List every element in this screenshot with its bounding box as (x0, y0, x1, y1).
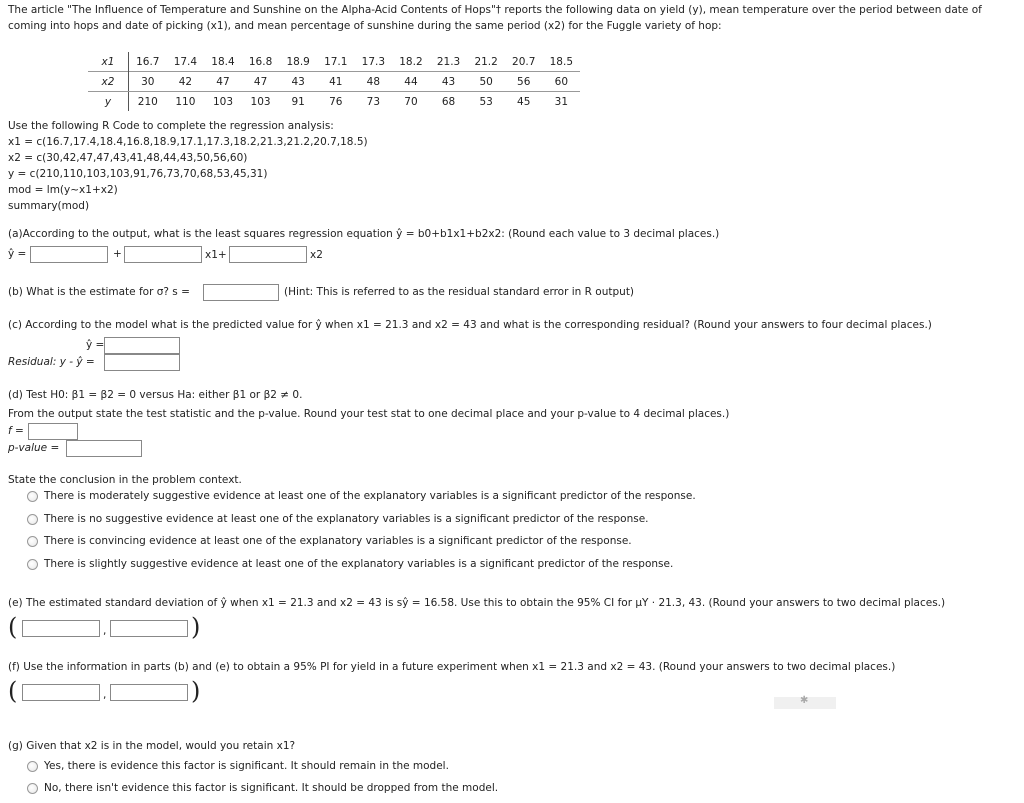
code-line: x1 = c(16.7,17.4,18.4,16.8,18.9,17.1,17.3,18.2,21.3,21.2,20.7,18.5) (8, 136, 368, 148)
b1-input[interactable] (124, 246, 202, 263)
code-intro: Use the following R Code to complete the regression analysis: (8, 120, 334, 132)
table-cell: 56 (505, 72, 543, 92)
table-cell: 16.7 (136, 55, 160, 68)
table-cell: 41 (317, 72, 355, 92)
retain-yes-radio[interactable] (27, 761, 38, 772)
conclusion-radio-4[interactable] (27, 559, 38, 570)
part-d-question: (d) Test H0: β1 = β2 = 0 versus Ha: either β1 or β2 ≠ 0. (8, 389, 303, 401)
table-cell: 43 (430, 72, 468, 92)
table-cell: 50 (467, 72, 505, 92)
table-cell: 70 (404, 95, 418, 108)
table-cell: 53 (479, 95, 493, 108)
table-cell: 60 (543, 72, 581, 92)
table-cell: 20.7 (512, 55, 536, 68)
b2-input[interactable] (229, 246, 307, 263)
table-cell: 47 (242, 72, 280, 92)
code-line: summary(mod) (8, 200, 90, 212)
conclusion-option-4[interactable]: There is slightly suggestive evidence at least one of the explanatory variables is a significant predictor of the response. (44, 558, 674, 570)
table-cell: 18.5 (549, 55, 574, 68)
part-b-question: (b) What is the estimate for σ? s = (8, 286, 190, 298)
conclusion-radio-1[interactable] (27, 491, 38, 502)
help-button[interactable] (774, 697, 836, 709)
part-b-hint: (Hint: This is referred to as the residual standard error in R output) (284, 286, 635, 298)
x1-label: x1+ (205, 249, 227, 261)
table-cell: 91 (291, 95, 305, 108)
conclusion-option-2[interactable]: There is no suggestive evidence at least one of the explanatory variables is a significant predictor of the response. (44, 513, 649, 525)
f-label: f = (8, 425, 24, 437)
row-label: y (88, 92, 129, 112)
table-cell: 18.9 (286, 55, 310, 68)
retain-yes-option[interactable]: Yes, there is evidence this factor is significant. It should remain in the model. (44, 760, 449, 772)
table-cell: 68 (441, 95, 456, 108)
problem-intro: The article "The Influence of Temperature and Sunshine on the Alpha-Acid Contents of Hops"† reports the following data on yield (y), mean temperature over the period between date of coming into hops and date of picking (x1), and mean percentage of sunshine during the same period (x2) for the Fuggle variety of hop: (8, 4, 982, 32)
x2-label: x2 (310, 249, 323, 261)
part-f-question: (f) Use the information in parts (b) and (e) to obtain a 95% PI for yield in a future experiment when x1 = 21.3 and x2 = 43. (Round your answers to two decimal places.) (8, 661, 896, 673)
table-cell: 18.4 (211, 55, 235, 68)
open-paren: ( (8, 613, 18, 641)
ci-lower-input[interactable] (22, 620, 100, 637)
row-label: x2 (88, 72, 129, 92)
table-cell: 76 (329, 95, 343, 108)
close-paren: ) (191, 677, 201, 705)
code-line: x2 = c(30,42,47,47,43,41,48,44,43,50,56,60) (8, 152, 248, 164)
close-paren: ) (191, 613, 201, 641)
table-cell: 17.4 (173, 55, 198, 68)
puzzle-icon: ✱ (800, 695, 809, 706)
retain-no-radio[interactable] (27, 783, 38, 794)
table-cell: 42 (167, 72, 205, 92)
conclusion-prompt: State the conclusion in the problem context. (8, 474, 242, 486)
part-g-question: (g) Given that x2 is in the model, would you retain x1? (8, 740, 296, 752)
ci-upper-input[interactable] (110, 620, 188, 637)
predicted-value-input[interactable] (104, 337, 180, 354)
comma: , (103, 625, 107, 637)
residual-label: Residual: y - ŷ = (8, 356, 95, 368)
table-cell: 103 (212, 95, 233, 108)
conclusion-option-1[interactable]: There is moderately suggestive evidence at least one of the explanatory variables is a significant predictor of the response. (44, 490, 696, 502)
row-label: x1 (88, 52, 129, 72)
table-cell: 47 (204, 72, 242, 92)
table-cell: 21.2 (474, 55, 498, 68)
part-e-question: (e) The estimated standard deviation of ŷ when x1 = 21.3 and x2 = 43 is sŷ = 16.58. Use this to obtain the 95% CI for μY · 21.3, 43. (Round your answers to two decimal places.) (8, 597, 946, 609)
table-cell: 30 (129, 72, 167, 92)
f-stat-input[interactable] (28, 423, 78, 440)
table-row-x2 (88, 72, 580, 92)
part-a-yhat-label: ŷ = (8, 248, 27, 260)
conclusion-option-3[interactable]: There is convincing evidence at least one of the explanatory variables is a significant predictor of the response. (44, 535, 632, 547)
table-row-x1 (88, 52, 580, 72)
open-paren: ( (8, 677, 18, 705)
part-c-question: (c) According to the model what is the predicted value for ŷ when x1 = 21.3 and x2 = 43 and what is the corresponding residual? (Round your answers to four decimal places.) (8, 319, 932, 331)
r-code-block (8, 118, 368, 214)
table-cell: 18.2 (399, 55, 423, 68)
comma: , (103, 689, 107, 701)
table-cell: 31 (554, 95, 569, 108)
retain-no-option[interactable]: No, there isn't evidence this factor is significant. It should be dropped from the model. (44, 782, 499, 794)
table-cell: 21.3 (436, 55, 461, 68)
b0-input[interactable] (30, 246, 108, 263)
table-cell: 110 (175, 95, 196, 108)
table-cell: 73 (366, 95, 381, 108)
s-input[interactable] (203, 284, 279, 301)
table-cell: 17.1 (324, 55, 348, 68)
table-cell: 210 (137, 95, 158, 108)
table-row-y (88, 92, 580, 112)
table-cell: 48 (355, 72, 393, 92)
pi-upper-input[interactable] (110, 684, 188, 701)
plus-sign: + (113, 248, 122, 260)
table-cell: 103 (250, 95, 271, 108)
residual-input[interactable] (104, 354, 180, 371)
p-value-label: p-value = (8, 442, 60, 454)
table-cell: 17.3 (361, 55, 386, 68)
table-cell: 16.8 (248, 55, 273, 68)
conclusion-radio-3[interactable] (27, 536, 38, 547)
code-line: mod = lm(y~x1+x2) (8, 184, 118, 196)
p-value-input[interactable] (66, 440, 142, 457)
table-cell: 43 (279, 72, 317, 92)
part-c-yhat-label: ŷ = (86, 339, 105, 351)
part-d-instruction: From the output state the test statistic and the p-value. Round your test stat to one decimal place and your p-value to 4 decimal places.) (8, 408, 730, 420)
code-line: y = c(210,110,103,103,91,76,73,70,68,53,45,31) (8, 168, 268, 180)
table-cell: 44 (392, 72, 430, 92)
pi-lower-input[interactable] (22, 684, 100, 701)
table-cell: 45 (517, 95, 531, 108)
conclusion-radio-2[interactable] (27, 514, 38, 525)
part-a-question: (a)According to the output, what is the least squares regression equation ŷ = b0+b1x1+b2x2: (Round each value to 3 decimal places.) (8, 228, 720, 240)
data-table (88, 52, 580, 111)
